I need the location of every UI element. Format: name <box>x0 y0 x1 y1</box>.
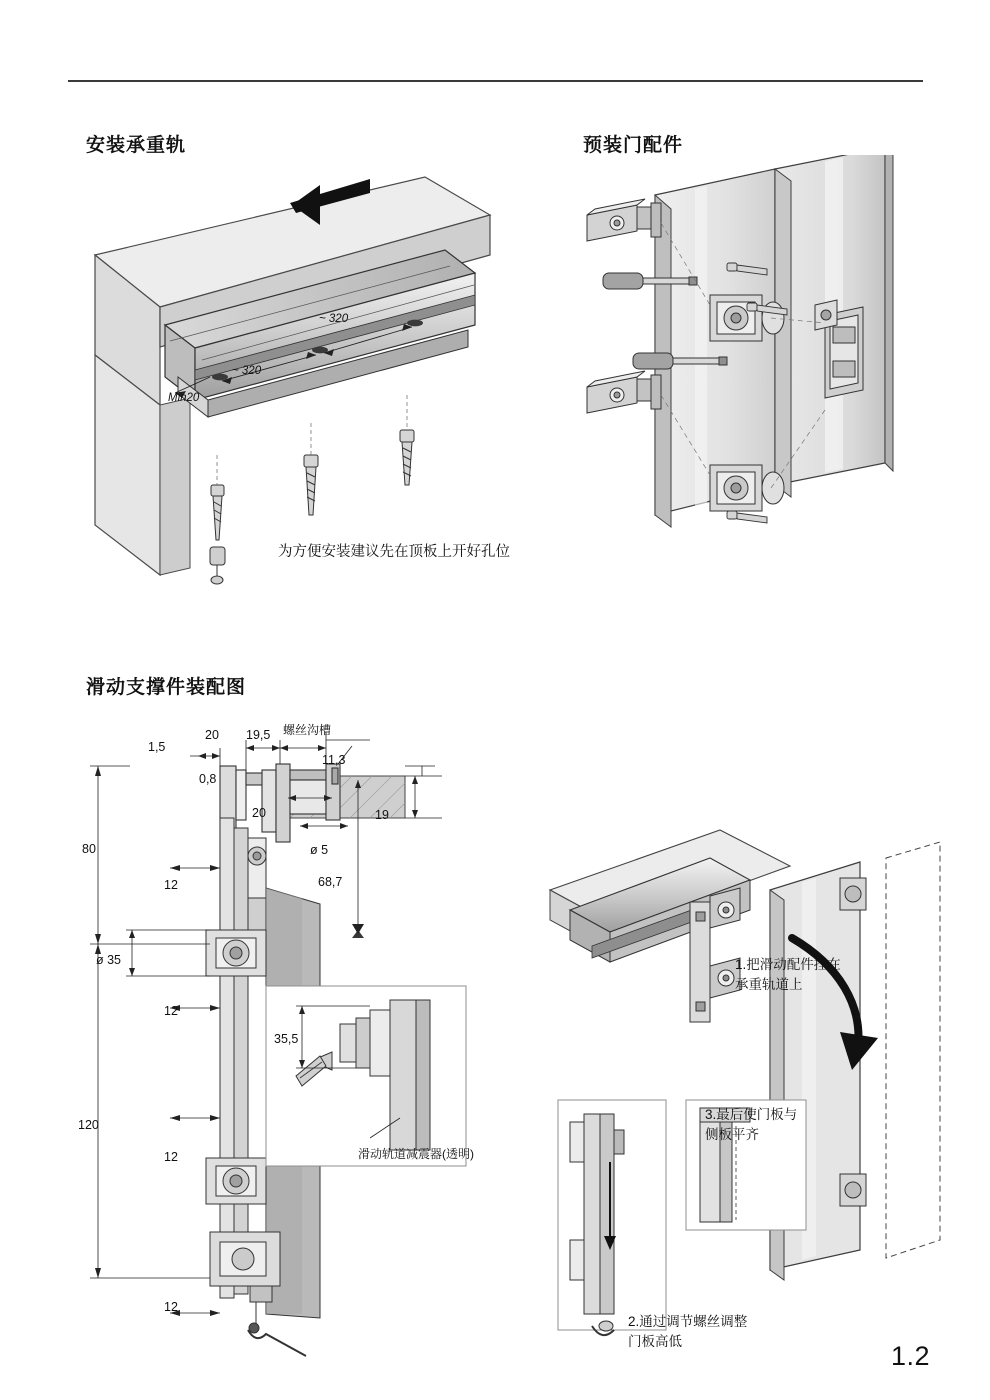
dim-19: 19 <box>375 808 389 822</box>
section-title-install-rail: 安装承重轨 <box>86 135 187 156</box>
dim-1-5: 1,5 <box>148 740 166 754</box>
assembly-step-1 <box>735 955 845 996</box>
dim-12-b: 12 <box>164 1004 178 1018</box>
page-number: 1.2 <box>890 1341 930 1371</box>
dim-11-3: 11,3 <box>322 753 346 767</box>
dim-19-5: 19,5 <box>246 728 271 742</box>
dim-0-8: 0,8 <box>199 772 217 786</box>
assembly-step-3 <box>705 1105 809 1146</box>
dim-12-d: 12 <box>164 1300 178 1314</box>
dim-diameter-35: ø 35 <box>96 953 122 967</box>
label-screw-slot: 螺丝沟槽 <box>283 723 332 737</box>
dim-80: 80 <box>82 842 96 856</box>
fig1-note: 为方便安装建议先在顶板上开好孔位 <box>278 544 510 560</box>
dim-120: 120 <box>78 1118 99 1132</box>
dim-20-inner: 20 <box>252 806 266 820</box>
dim-12-a: 12 <box>164 878 178 892</box>
dim-spacing-2: ~ 320 <box>232 365 262 377</box>
assembly-step-2-text: 2.通过调节螺丝调整门板高低 <box>628 1314 748 1350</box>
dim-spacing-1: ~ 320 <box>319 313 349 325</box>
assembly-step-2 <box>628 1312 748 1353</box>
dim-68-7: 68,7 <box>318 875 343 889</box>
dim-20-top: 20 <box>205 728 219 742</box>
figure-preassemble-door <box>575 155 975 575</box>
dim-12-c: 12 <box>164 1150 178 1164</box>
dim-35-5: 35,5 <box>274 1032 299 1046</box>
assembly-step-3-text: 3.最后使门板与侧板平齐 <box>705 1107 798 1143</box>
figure-assembly-steps <box>540 770 980 1370</box>
label-damper: 滑动轨道减震器(透明) <box>358 1147 474 1161</box>
dim-diameter-5: ø 5 <box>310 843 329 857</box>
assembly-step-1-text: 1.把滑动配件挂在承重轨道上 <box>735 957 841 993</box>
dim-min20: Min20 <box>168 392 200 404</box>
section-title-slide-bracket: 滑动支撑件装配图 <box>86 677 247 698</box>
section-title-preassemble-door: 预装门配件 <box>583 135 684 156</box>
figure-install-rail <box>70 155 540 595</box>
header-divider <box>68 80 923 82</box>
